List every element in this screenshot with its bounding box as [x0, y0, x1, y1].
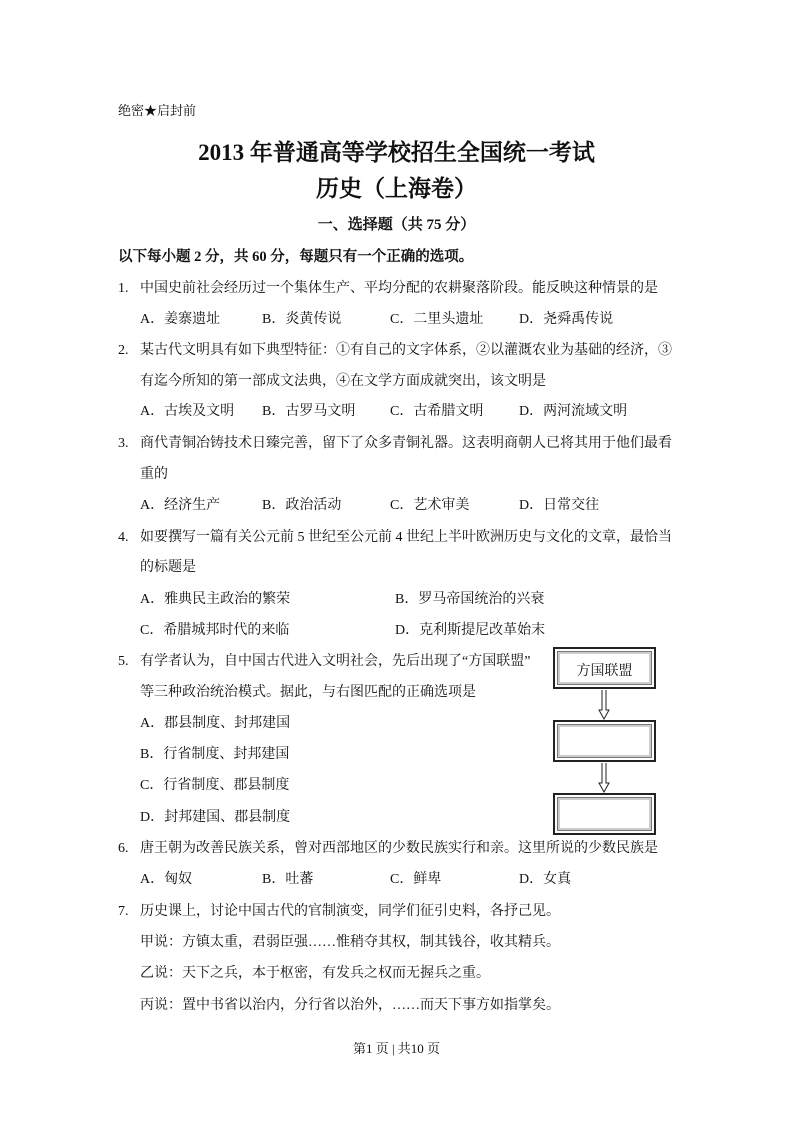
question-text: 历史课上，讨论中国古代的官制演变，同学们征引史料，各抒己见。	[140, 904, 560, 919]
page-subtitle: 历史（上海卷）	[316, 176, 477, 201]
question-number: 3.	[118, 436, 129, 451]
question-number: 5.	[118, 654, 129, 669]
diagram-box-3	[553, 793, 656, 835]
question-text: 某古代文明具有如下典型特征：①有自己的文字体系，②以灌溉农业为基础的经济，③	[140, 343, 672, 358]
question-text: 有学者认为，自中国古代进入文明社会，先后出现了“方国联盟”	[140, 654, 531, 669]
question-text: 唐王朝为改善民族关系，曾对西部地区的少数民族实行和亲。这里所说的少数民族是	[140, 841, 658, 856]
instruction: 以下每小题 2 分，共 60 分，每题只有一个正确的选项。	[118, 249, 474, 265]
diagram-box-2	[553, 720, 656, 762]
option-c: C．二里头遗址	[390, 312, 484, 327]
diagram-box-1	[553, 647, 656, 689]
option-d: D．日常交往	[519, 498, 600, 513]
option-d: D．尧舜禹传说	[519, 312, 614, 327]
diagram-box-label: 方国联盟	[576, 664, 633, 679]
question-text: 如要撰写一篇有关公元前 5 世纪至公元前 4 世纪上半叶欧洲历史与文化的文章，最恰当	[140, 530, 672, 545]
question-text: 重的	[140, 467, 168, 482]
question-number: 4.	[118, 530, 129, 545]
question-number: 1.	[118, 281, 129, 296]
option-d: D．封邦建国、郡县制度	[140, 810, 291, 825]
quote-jia: 甲说：方镇太重，君弱臣强……惟稍夺其权，制其钱谷，收其精兵。	[140, 935, 560, 950]
page-footer: 第1 页 | 共10 页	[352, 1041, 441, 1056]
question-text: 有迄今所知的第一部成文法典，④在文学方面成就突出，该文明是	[140, 374, 546, 389]
question-number: 7.	[118, 904, 129, 919]
option-b: B．炎黄传说	[262, 312, 342, 327]
quote-bing: 丙说：置中书省以治内，分行省以治外，……而天下事方如指掌矣。	[140, 998, 560, 1013]
option-c: C．希腊城邦时代的来临	[140, 623, 290, 638]
question-text: 中国史前社会经历过一个集体生产、平均分配的农耕聚落阶段。能反映这种情景的是	[140, 281, 658, 296]
option-a: A．雅典民主政治的繁荣	[140, 592, 291, 607]
option-a: A．经济生产	[140, 498, 221, 513]
option-b: B．罗马帝国统治的兴衰	[395, 592, 545, 607]
option-c: C．行省制度、郡县制度	[140, 778, 290, 793]
page-title: 2013 年普通高等学校招生全国统一考试	[198, 140, 595, 165]
down-arrow-icon	[598, 763, 610, 793]
option-b: B．政治活动	[262, 498, 342, 513]
option-c: C．艺术审美	[390, 498, 470, 513]
down-arrow-icon	[598, 690, 610, 720]
question-number: 6.	[118, 841, 129, 856]
option-c: C．鲜卑	[390, 872, 442, 887]
option-a: A．郡县制度、封邦建国	[140, 716, 291, 731]
quote-yi: 乙说：天下之兵，本于枢密，有发兵之权而无握兵之重。	[140, 966, 490, 981]
option-d: D．克利斯提尼改革始末	[395, 623, 546, 638]
question-text: 等三种政治统治模式。据此，与右图匹配的正确选项是	[140, 685, 476, 700]
question-text: 商代青铜冶铸技术日臻完善，留下了众多青铜礼器。这表明商朝人已将其用于他们最看	[140, 436, 672, 451]
option-d: D．女真	[519, 872, 572, 887]
option-d: D．两河流域文明	[519, 404, 628, 419]
option-a: A．姜寨遗址	[140, 312, 221, 327]
confidential-label: 绝密★启封前	[118, 103, 197, 118]
question-number: 2.	[118, 343, 129, 358]
option-b: B．吐蕃	[262, 872, 314, 887]
option-a: A．匈奴	[140, 872, 193, 887]
question-text: 的标题是	[140, 560, 196, 575]
option-b: B．古罗马文明	[262, 404, 356, 419]
section-heading: 一、选择题（共 75 分）	[317, 217, 476, 233]
option-b: B．行省制度、封邦建国	[140, 747, 290, 762]
option-c: C．古希腊文明	[390, 404, 484, 419]
option-a: A．古埃及文明	[140, 404, 235, 419]
